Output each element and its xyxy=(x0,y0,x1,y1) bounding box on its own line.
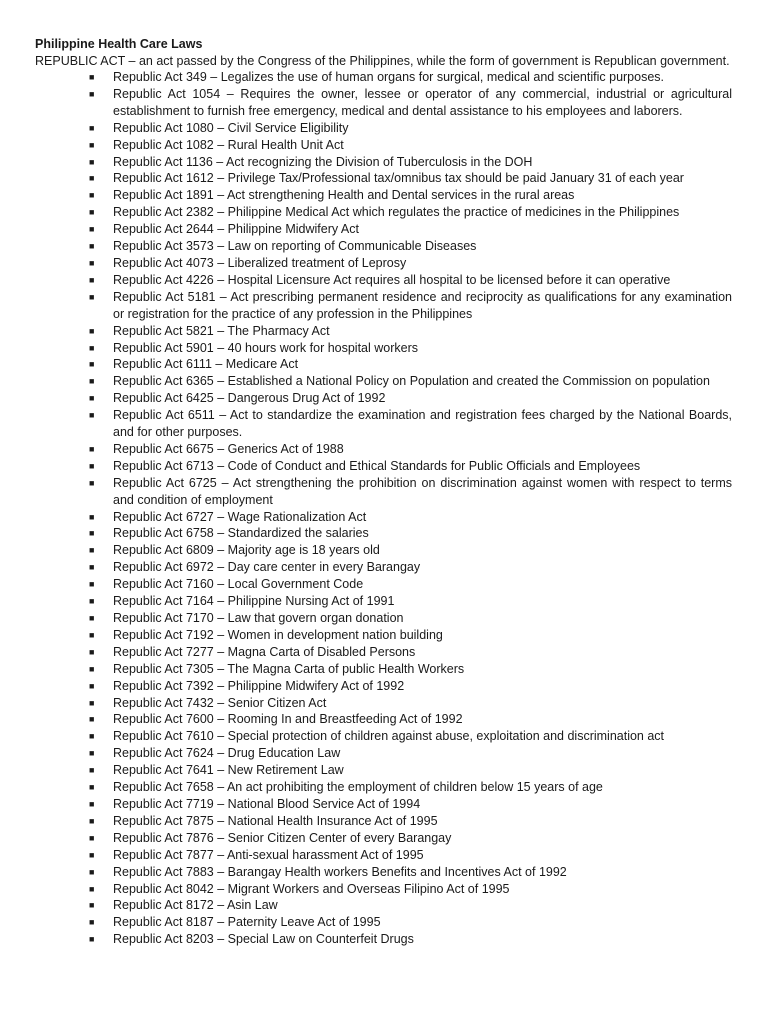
list-item-text: Republic Act 1612 – Privilege Tax/Professional tax/omnibus tax should be paid January 31 of each year xyxy=(113,171,684,186)
list-item xyxy=(35,627,732,644)
list-item-text: Republic Act 7305 – The Magna Carta of public Health Workers xyxy=(113,661,465,676)
square-bullet-icon: ■ xyxy=(89,697,95,708)
list-item-text: Republic Act 6425 – Dangerous Drug Act of 1992 xyxy=(113,391,386,406)
list-item xyxy=(35,610,732,627)
list-item-text: Republic Act 6511 – Act to standardize the examination and registration fees charged by the National Boards, and for other purposes. xyxy=(113,408,732,440)
list-item xyxy=(35,931,732,948)
list-item xyxy=(35,204,732,221)
list-item xyxy=(35,695,732,712)
square-bullet-icon: ■ xyxy=(89,883,95,894)
list-item-text: Republic Act 5821 – The Pharmacy Act xyxy=(113,323,330,338)
list-item-text: Republic Act 6809 – Majority age is 18 years old xyxy=(113,543,380,558)
list-item-text: Republic Act 5901 – 40 hours work for hospital workers xyxy=(113,340,419,355)
list-item-text: Republic Act 7624 – Drug Education Law xyxy=(113,746,341,761)
list-item xyxy=(35,830,732,847)
square-bullet-icon: ■ xyxy=(89,460,95,471)
list-item xyxy=(35,762,732,779)
square-bullet-icon: ■ xyxy=(89,798,95,809)
list-item xyxy=(35,238,732,255)
list-item-text: Republic Act 7658 – An act prohibiting the employment of children below 15 years of age xyxy=(113,780,603,795)
square-bullet-icon: ■ xyxy=(89,342,95,353)
list-item-text: Republic Act 7875 – National Health Insurance Act of 1995 xyxy=(113,813,438,828)
list-item-text: Republic Act 2644 – Philippine Midwifery Act xyxy=(113,222,359,237)
list-item xyxy=(35,779,732,796)
square-bullet-icon: ■ xyxy=(89,765,95,776)
square-bullet-icon: ■ xyxy=(89,545,95,556)
list-item xyxy=(35,745,732,762)
square-bullet-icon: ■ xyxy=(89,528,95,539)
document-title: Philippine Health Care Laws xyxy=(35,37,203,51)
list-item-text: Republic Act 7876 – Senior Citizen Center of every Barangay xyxy=(113,830,452,845)
list-item xyxy=(35,458,732,475)
list-item-text: Republic Act 4226 – Hospital Licensure Act requires all hospital to be licensed before it can operative xyxy=(113,272,671,287)
square-bullet-icon: ■ xyxy=(89,359,95,370)
list-item xyxy=(35,187,732,204)
list-item xyxy=(35,272,732,289)
list-item xyxy=(35,914,732,931)
list-item xyxy=(35,221,732,238)
list-item xyxy=(35,170,732,187)
list-item xyxy=(35,864,732,881)
list-item-text: Republic Act 3573 – Law on reporting of Communicable Diseases xyxy=(113,239,477,254)
list-item xyxy=(35,728,732,745)
list-item-text: Republic Act 7877 – Anti-sexual harassment Act of 1995 xyxy=(113,847,424,862)
square-bullet-icon: ■ xyxy=(89,443,95,454)
square-bullet-icon: ■ xyxy=(89,291,95,302)
list-item-text: Republic Act 6675 – Generics Act of 1988 xyxy=(113,441,344,456)
square-bullet-icon: ■ xyxy=(89,207,95,218)
square-bullet-icon: ■ xyxy=(89,629,95,640)
list-item xyxy=(35,120,732,137)
list-item xyxy=(35,796,732,813)
list-item xyxy=(35,255,732,272)
square-bullet-icon: ■ xyxy=(89,900,95,911)
list-item-text: Republic Act 7641 – New Retirement Law xyxy=(113,763,344,778)
square-bullet-icon: ■ xyxy=(89,122,95,133)
list-item xyxy=(35,137,732,154)
list-item-text: Republic Act 6713 – Code of Conduct and Ethical Standards for Public Officials and Employees xyxy=(113,458,641,473)
square-bullet-icon: ■ xyxy=(89,325,95,336)
list-item-text: Republic Act 1891 – Act strengthening Health and Dental services in the rural areas xyxy=(113,188,575,203)
list-item xyxy=(35,897,732,914)
list-item xyxy=(35,559,732,576)
list-item xyxy=(35,323,732,340)
list-item xyxy=(35,441,732,458)
list-item-text: Republic Act 8187 – Paternity Leave Act of 1995 xyxy=(113,915,381,930)
square-bullet-icon: ■ xyxy=(89,613,95,623)
list-item xyxy=(35,289,732,323)
list-item-text: Republic Act 7277 – Magna Carta of Disabled Persons xyxy=(113,644,416,659)
square-bullet-icon: ■ xyxy=(89,241,95,252)
list-item-text: Republic Act 1082 – Rural Health Unit Act xyxy=(113,137,344,152)
list-item xyxy=(35,542,732,559)
square-bullet-icon: ■ xyxy=(89,393,95,404)
list-item xyxy=(35,678,732,695)
square-bullet-icon: ■ xyxy=(89,139,95,150)
list-item-text: Republic Act 7164 – Philippine Nursing Act of 1991 xyxy=(113,594,395,609)
square-bullet-icon: ■ xyxy=(89,511,95,522)
list-item xyxy=(35,813,732,830)
list-item-text: Republic Act 6365 – Established a National Policy on Population and created the Commission on population xyxy=(113,374,710,389)
list-item-text: Republic Act 7719 – National Blood Service Act of 1994 xyxy=(113,796,421,811)
list-item-text: Republic Act 6758 – Standardized the salaries xyxy=(113,526,369,541)
list-item-text: Republic Act 7160 – Local Government Code xyxy=(113,577,364,592)
list-item xyxy=(35,711,732,728)
list-item-text: Republic Act 8042 – Migrant Workers and Overseas Filipino Act of 1995 xyxy=(113,881,510,896)
list-item-text: Republic Act 8203 – Special Law on Counterfeit Drugs xyxy=(113,932,414,947)
document-page xyxy=(35,36,732,948)
republic-acts-list xyxy=(35,69,732,948)
intro-paragraph: REPUBLIC ACT – an act passed by the Congress of the Philippines, while the form of government is Republican government. xyxy=(35,54,730,68)
list-item-text: Republic Act 1136 – Act recognizing the Division of Tuberculosis in the DOH xyxy=(113,154,533,169)
square-bullet-icon: ■ xyxy=(89,88,95,99)
square-bullet-icon: ■ xyxy=(89,173,95,184)
square-bullet-icon: ■ xyxy=(89,190,95,201)
square-bullet-icon: ■ xyxy=(89,596,95,607)
list-item xyxy=(35,661,732,678)
list-item-text: Republic Act 6725 – Act strengthening the prohibition on discrimination against women with respect to terms and condition of employment xyxy=(113,475,732,507)
list-item-text: Republic Act 7392 – Philippine Midwifery Act of 1992 xyxy=(113,678,405,693)
square-bullet-icon: ■ xyxy=(89,376,95,387)
square-bullet-icon: ■ xyxy=(89,731,95,742)
square-bullet-icon: ■ xyxy=(89,917,95,928)
list-item xyxy=(35,509,732,526)
square-bullet-icon: ■ xyxy=(89,477,95,488)
list-item xyxy=(35,881,732,898)
list-item-text: Republic Act 7600 – Rooming In and Breastfeeding Act of 1992 xyxy=(113,712,463,727)
square-bullet-icon: ■ xyxy=(89,934,95,945)
list-item-text: Republic Act 7432 – Senior Citizen Act xyxy=(113,695,327,710)
square-bullet-icon: ■ xyxy=(89,748,95,759)
list-item xyxy=(35,86,732,120)
square-bullet-icon: ■ xyxy=(89,579,95,590)
list-item xyxy=(35,356,732,373)
list-item-text: Republic Act 4073 – Liberalized treatment of Leprosy xyxy=(113,255,407,270)
list-item-text: Republic Act 7883 – Barangay Health workers Benefits and Incentives Act of 1992 xyxy=(113,864,567,879)
list-item-text: Republic Act 7170 – Law that govern organ donation xyxy=(113,611,404,625)
list-item-text: Republic Act 1054 – Requires the owner, lessee or operator of any commercial, industrial or agricultural establishment to furnish free emergency, medical and dental assistance to his employees and laborers. xyxy=(113,86,732,118)
list-item-text: Republic Act 2382 – Philippine Medical Act which regulates the practice of medicines in the Philippines xyxy=(113,205,680,220)
square-bullet-icon: ■ xyxy=(89,782,95,793)
square-bullet-icon: ■ xyxy=(89,224,95,235)
list-item xyxy=(35,69,732,86)
list-item xyxy=(35,154,732,171)
list-item-text: Republic Act 349 – Legalizes the use of human organs for surgical, medical and scientific purposes. xyxy=(113,70,665,84)
list-item xyxy=(35,593,732,610)
square-bullet-icon: ■ xyxy=(89,562,95,573)
square-bullet-icon: ■ xyxy=(89,156,95,167)
square-bullet-icon: ■ xyxy=(89,274,95,285)
list-item xyxy=(35,475,732,509)
list-item xyxy=(35,390,732,407)
square-bullet-icon: ■ xyxy=(89,832,95,843)
list-item xyxy=(35,576,732,593)
list-item xyxy=(35,340,732,357)
square-bullet-icon: ■ xyxy=(89,866,95,877)
square-bullet-icon: ■ xyxy=(89,663,95,674)
list-item xyxy=(35,644,732,661)
square-bullet-icon: ■ xyxy=(89,646,95,657)
list-item xyxy=(35,525,732,542)
square-bullet-icon: ■ xyxy=(89,410,95,421)
square-bullet-icon: ■ xyxy=(89,72,95,82)
square-bullet-icon: ■ xyxy=(89,849,95,860)
list-item-text: Republic Act 7192 – Women in development nation building xyxy=(113,627,443,642)
square-bullet-icon: ■ xyxy=(89,815,95,826)
list-item xyxy=(35,373,732,390)
list-item xyxy=(35,847,732,864)
square-bullet-icon: ■ xyxy=(89,680,95,691)
list-item-text: Republic Act 6111 – Medicare Act xyxy=(113,357,299,372)
list-item-text: Republic Act 6727 – Wage Rationalization Act xyxy=(113,509,367,524)
list-item-text: Republic Act 6972 – Day care center in every Barangay xyxy=(113,560,421,575)
square-bullet-icon: ■ xyxy=(89,257,95,268)
list-item-text: Republic Act 5181 – Act prescribing permanent residence and reciprocity as qualifications for any examination or registration for the practice of any profession in the Philippines xyxy=(113,289,732,321)
list-item-text: Republic Act 7610 – Special protection of children against abuse, exploitation and discrimination act xyxy=(113,729,665,744)
list-item-text: Republic Act 8172 – Asin Law xyxy=(113,898,278,913)
square-bullet-icon: ■ xyxy=(89,714,95,725)
list-item xyxy=(35,407,732,441)
list-item-text: Republic Act 1080 – Civil Service Eligibility xyxy=(113,120,349,135)
